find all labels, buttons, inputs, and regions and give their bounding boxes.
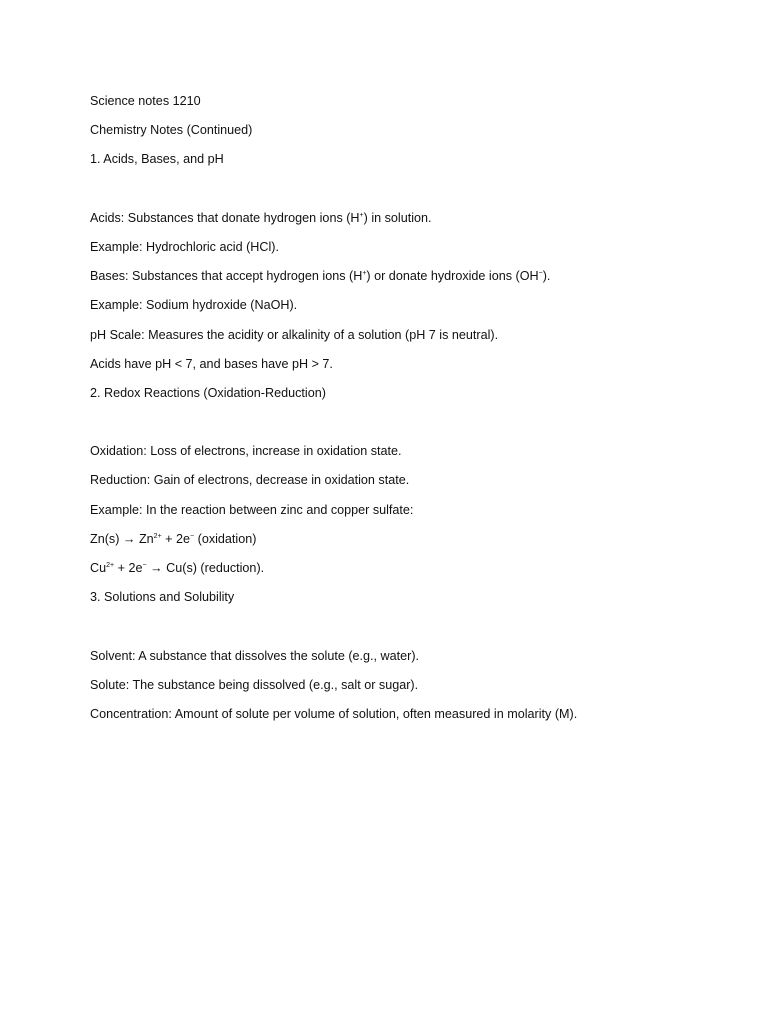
section-heading-solutions: 3. Solutions and Solubility bbox=[90, 590, 235, 605]
concentration-definition: Concentration: Amount of solute per volume of solution, often measured in molarity (M). bbox=[90, 706, 578, 721]
blank-line bbox=[90, 412, 730, 441]
bases-definition: Bases: Substances that accept hydrogen ions (H+) or donate hydroxide ions (OH−). bbox=[90, 269, 551, 284]
ph-scale-definition: pH Scale: Measures the acidity or alkalinity of a solution (pH 7 is neutral). bbox=[90, 327, 499, 342]
acid-example: Example: Hydrochloric acid (HCl). bbox=[90, 239, 279, 254]
base-example: Example: Sodium hydroxide (NaOH). bbox=[90, 298, 298, 313]
document-body bbox=[90, 91, 730, 733]
reduction-equation: $Cu^{2+} + 2e^- \to Cu(s)$ (reduction). bbox=[90, 561, 265, 575]
ph-rule: Acids have pH < 7, and bases have pH > 7. bbox=[90, 356, 333, 371]
blank-line bbox=[90, 616, 730, 645]
oxidation-definition: Oxidation: Loss of electrons, increase in oxidation state. bbox=[90, 444, 402, 459]
acids-definition: Acids: Substances that donate hydrogen ions (H+) in solution. bbox=[90, 210, 432, 225]
document-subtitle: Chemistry Notes (Continued) bbox=[90, 123, 253, 138]
redox-example: Example: In the reaction between zinc and copper sulfate: bbox=[90, 502, 414, 517]
section-heading-acids-bases: 1. Acids, Bases, and pH bbox=[90, 152, 224, 167]
solute-definition: Solute: The substance being dissolved (e.g., salt or sugar). bbox=[90, 677, 419, 692]
oxidation-equation: $Zn(s) \to Zn^{2+} + 2e^-$ (oxidation) bbox=[90, 531, 257, 546]
solvent-definition: Solvent: A substance that dissolves the solute (e.g., water). bbox=[90, 648, 420, 663]
document-title: Science notes 1210 bbox=[90, 94, 201, 108]
reduction-definition: Reduction: Gain of electrons, decrease in oxidation state. bbox=[90, 473, 410, 488]
blank-line bbox=[90, 179, 730, 208]
section-heading-redox: 2. Redox Reactions (Oxidation-Reduction) bbox=[90, 385, 326, 400]
